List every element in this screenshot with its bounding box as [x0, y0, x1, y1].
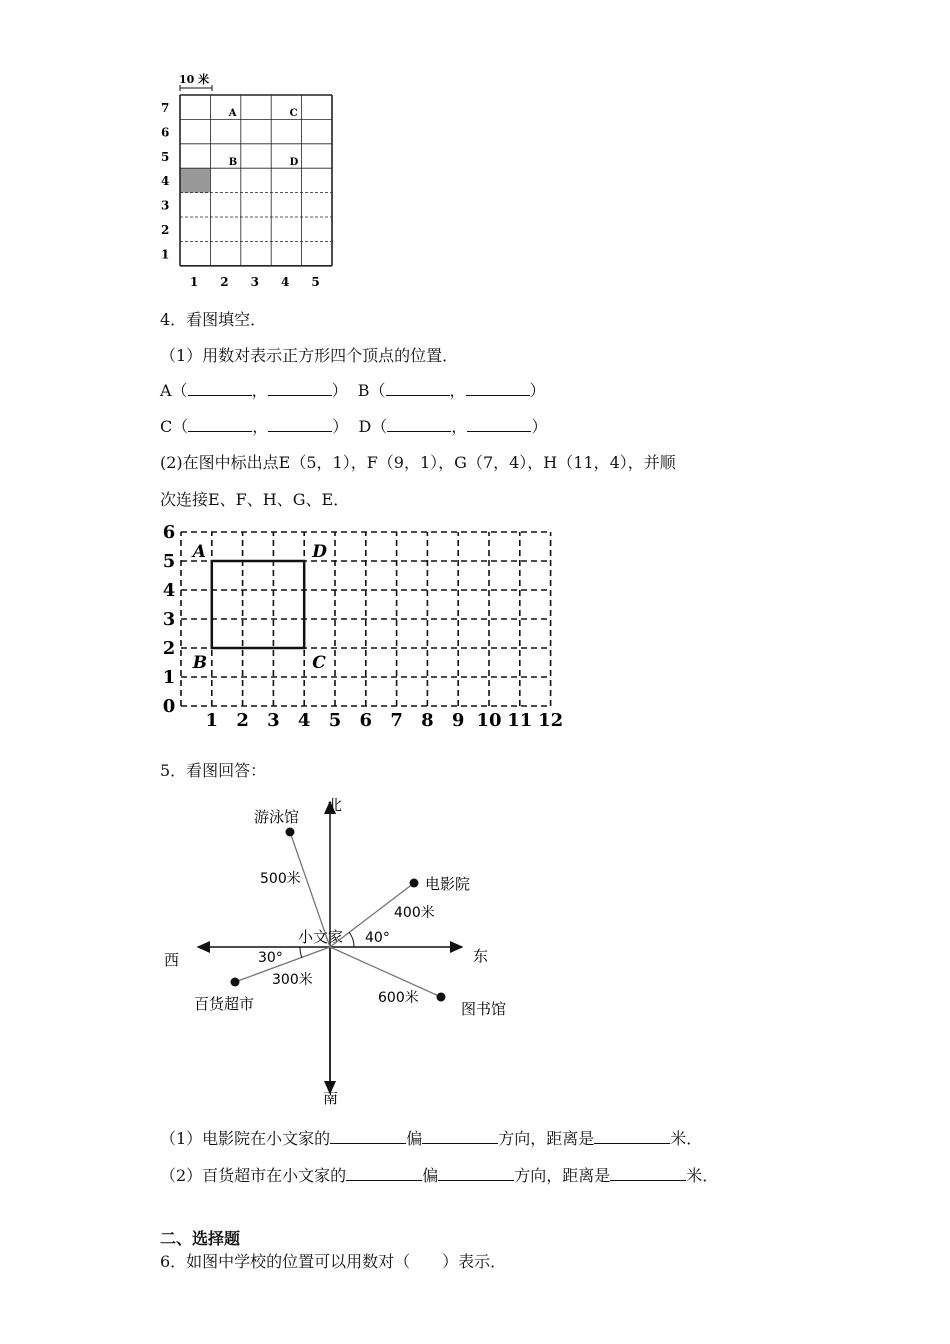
grid-2-y-label: 2	[162, 638, 176, 659]
q5-line2: （2）百货超市在小文家的 偏 方向，距离是 米．	[160, 1166, 719, 1185]
angle-arc-cinema	[349, 932, 354, 947]
q4-part2-line2: 次连接E、F、H、G、E．	[160, 490, 350, 509]
grid-1-point-label-c: C	[289, 108, 298, 119]
grid-2-x-label: 12	[538, 710, 564, 731]
grid-1-lines	[180, 95, 332, 266]
grid-2-x-label: 2	[236, 710, 249, 731]
distance-label-library: 600米	[378, 990, 419, 1006]
grid-2-x-label: 3	[267, 710, 280, 731]
place-dot-library	[437, 993, 446, 1002]
grid-figure-2	[155, 520, 575, 735]
grid-1-x-label: 1	[189, 274, 199, 289]
east-label: 东	[473, 947, 489, 965]
grid-2-x-label: 10	[476, 710, 502, 731]
blank-c-x[interactable]	[188, 417, 252, 432]
q6-text: 6．如图中学校的位置可以用数对（ ）表示．	[160, 1252, 507, 1271]
q5-title: 5．看图回答：	[160, 761, 267, 780]
grid-2-x-label: 7	[390, 710, 403, 731]
grid-2-y-label: 4	[162, 580, 176, 601]
grid-2-x-label: 11	[507, 710, 533, 731]
grid-2-x-label: 5	[328, 710, 342, 731]
blank-q5-2-dist[interactable]	[610, 1166, 686, 1181]
grid-1-y-label: 5	[161, 149, 170, 164]
place-label-library: 图书馆	[461, 1000, 507, 1018]
q4-title: 4．看图填空．	[160, 310, 267, 329]
south-label: 南	[323, 1089, 339, 1107]
grid-2-y-label: 3	[162, 609, 176, 630]
grid-1-y-label: 2	[161, 223, 170, 237]
distance-label-supermarket: 300米	[272, 972, 313, 988]
vertex-label-a: A	[192, 542, 207, 562]
grid-1-y-label: 3	[161, 198, 170, 213]
grid-1-x-label: 3	[250, 274, 259, 289]
angle-label-cinema: 40°	[365, 930, 390, 946]
grid-1-y-label: 1	[161, 247, 170, 262]
distance-label-cinema: 400米	[394, 905, 435, 921]
label-a-open: A（	[160, 381, 188, 400]
west-label: 西	[164, 951, 180, 969]
blank-a-x[interactable]	[188, 381, 252, 396]
q5-line1: （1）电影院在小文家的 偏 方向，距离是 米．	[160, 1129, 703, 1148]
grid-figure-1	[150, 68, 350, 293]
grid-1-x-label: 5	[311, 274, 320, 289]
grid-1-point-label-d: D	[289, 156, 299, 168]
grid-2-x-label: 8	[421, 710, 434, 731]
grid-1-y-label: 4	[161, 174, 170, 189]
grid-2-y-label: 1	[162, 667, 176, 688]
angle-label-supermarket: 30°	[258, 950, 283, 966]
section-2-title: 二、选择题	[160, 1229, 241, 1248]
place-dot-cinema	[410, 879, 419, 888]
label-d-open: D（	[358, 417, 388, 436]
q4-part1: （1）用数对表示正方形四个顶点的位置．	[160, 346, 459, 365]
square-abcd	[212, 561, 304, 648]
grid-2-lines	[181, 532, 551, 706]
grid-1-x-label: 2	[220, 274, 229, 289]
vertex-label-c: C	[312, 653, 326, 673]
scale-label: 10 米	[179, 73, 210, 86]
grid-2-y-label: 5	[162, 551, 176, 572]
vertex-label-b: B	[192, 653, 208, 673]
grid-2-x-label: 0	[162, 696, 176, 717]
blank-q5-1-dir2[interactable]	[422, 1129, 498, 1144]
vertex-label-d: D	[312, 542, 327, 562]
q4-row-cd: C（ ， ） D（ ， ）	[160, 417, 548, 436]
label-c-open: C（	[160, 417, 189, 436]
grid-2-y-label: 6	[162, 522, 176, 543]
grid-1-point-label-a: A	[228, 108, 237, 119]
angle-arc-supermarket	[300, 947, 302, 958]
blank-q5-2-dir1[interactable]	[346, 1166, 422, 1181]
grid-2-x-label: 1	[205, 710, 219, 731]
grid-2-x-label: 6	[359, 710, 373, 731]
distance-label-swimming: 500米	[260, 871, 301, 887]
compass-figure	[150, 790, 550, 1110]
place-dot-supermarket	[231, 978, 240, 987]
place-label-cinema: 电影院	[425, 875, 471, 893]
blank-q5-1-dist[interactable]	[594, 1129, 670, 1144]
grid-1-point-label-b: B	[228, 156, 238, 168]
place-dot-swimming	[286, 828, 295, 837]
north-label: 北	[327, 796, 343, 814]
blank-q5-1-dir1[interactable]	[330, 1129, 406, 1144]
grid-1-x-label: 4	[281, 274, 290, 289]
center-label: 小文家	[298, 928, 344, 946]
shaded-cell	[180, 168, 210, 192]
blank-a-y[interactable]	[268, 381, 332, 396]
place-label-swimming: 游泳馆	[254, 808, 300, 826]
grid-1-y-label: 6	[161, 125, 170, 140]
blank-d-x[interactable]	[387, 417, 451, 432]
grid-2-x-label: 9	[451, 710, 465, 731]
blank-c-y[interactable]	[268, 417, 332, 432]
blank-d-y[interactable]	[467, 417, 531, 432]
grid-1-y-label: 7	[161, 101, 170, 115]
blank-b-x[interactable]	[386, 381, 450, 396]
blank-q5-2-dir2[interactable]	[438, 1166, 514, 1181]
q4-row-ab: A（ ， ） B（ ， ）	[160, 381, 546, 400]
place-label-supermarket: 百货超市	[194, 995, 255, 1013]
label-b-open: B（	[357, 381, 386, 400]
grid-2-x-label: 4	[297, 710, 311, 731]
q4-part2-line1: (2)在图中标出点E（5，1），F（9，1），G（7，4），H（11，4），并顺	[160, 453, 676, 472]
blank-b-y[interactable]	[466, 381, 530, 396]
